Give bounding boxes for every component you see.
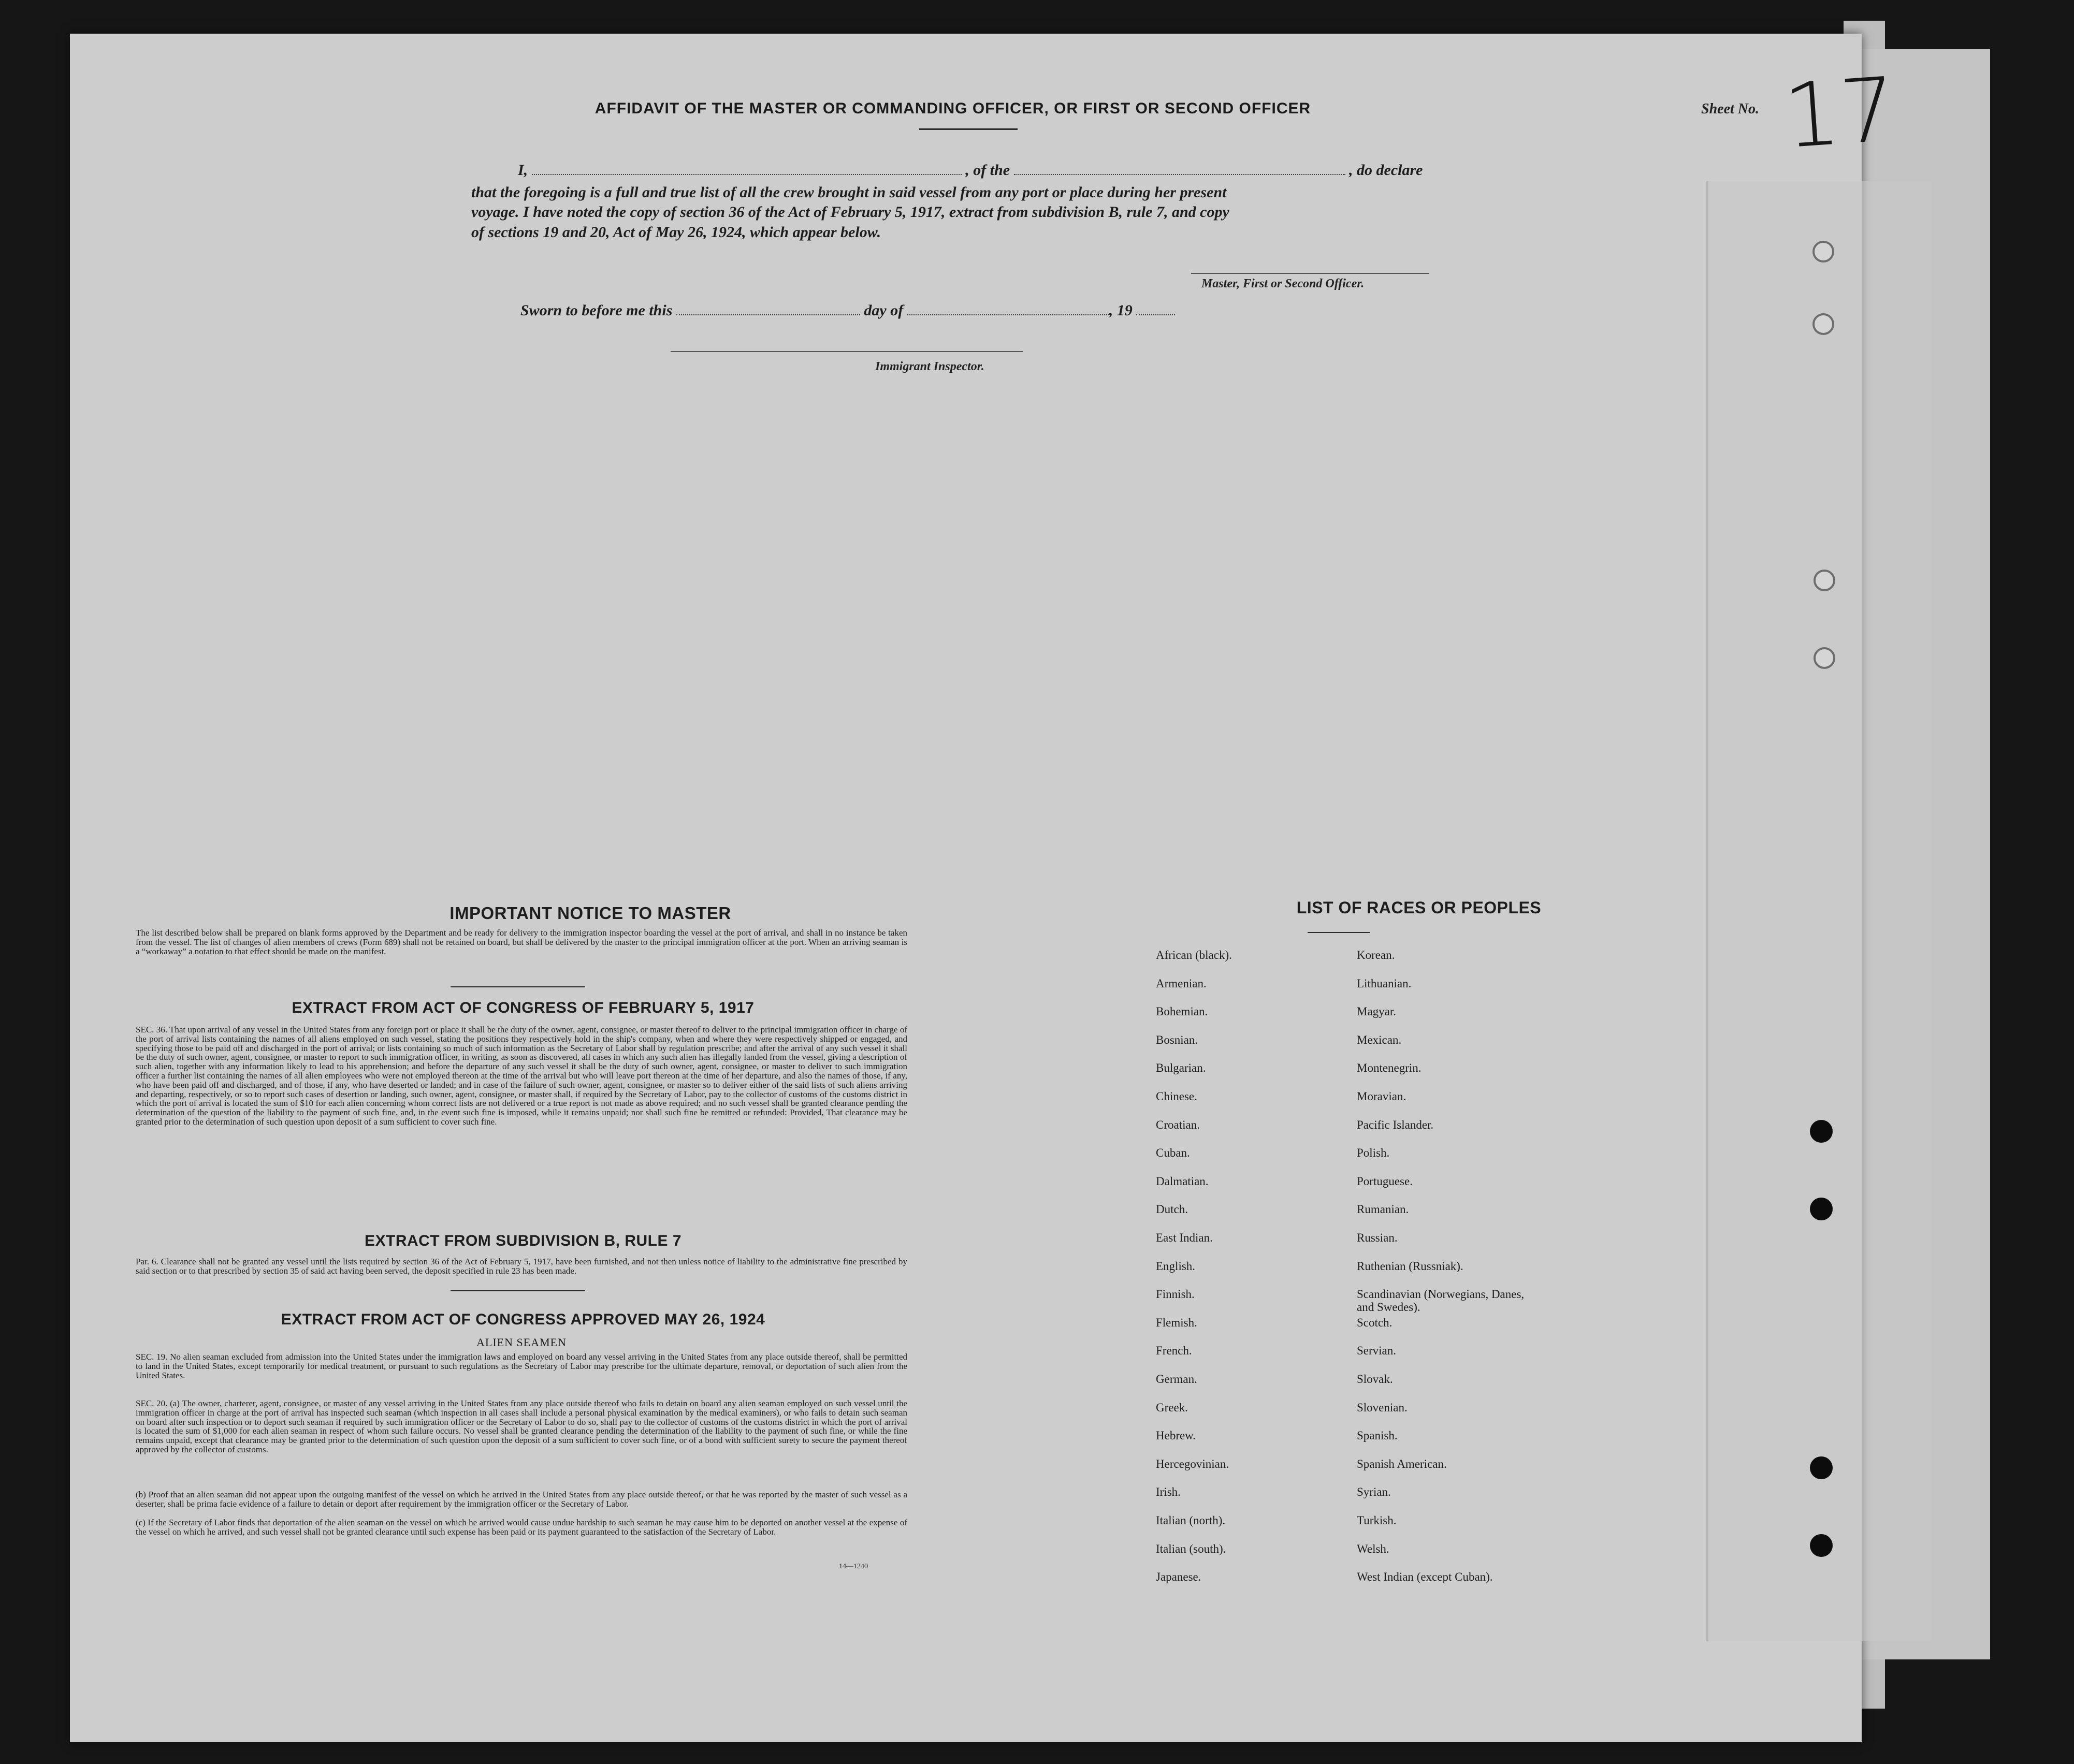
race-entry: Slovak. bbox=[1357, 1373, 1393, 1386]
race-entry: Bosnian. bbox=[1156, 1033, 1198, 1046]
extract-1924-sec20b: (b) Proof that an alien seaman did not appear upon the outgoing manifest of the vessel on which he arrived in the United States from any place outside thereof, or that he was reported by the master of such vessel as a deserter, shall be prima facie evidence of a failure to detain or deport after requirement by the immigration officer or the Secretary of Labor. bbox=[136, 1490, 907, 1509]
alien-seamen-subheading: ALIEN SEAMEN bbox=[476, 1336, 567, 1349]
declarant-name-field[interactable] bbox=[532, 163, 962, 175]
race-entry: Moravian. bbox=[1357, 1090, 1406, 1103]
race-entry: Scandinavian (Norwegians, Danes, and Swedes). bbox=[1357, 1288, 1525, 1314]
race-entry: Turkish. bbox=[1357, 1514, 1397, 1527]
race-entry: Russian. bbox=[1357, 1231, 1398, 1244]
race-entry: Spanish American. bbox=[1357, 1457, 1447, 1470]
race-entry: Croatian. bbox=[1156, 1118, 1200, 1131]
extract-rule7-title: EXTRACT FROM SUBDIVISION B, RULE 7 bbox=[364, 1232, 682, 1249]
affidavit-title: AFFIDAVIT OF THE MASTER OR COMMANDING OFFICER, OR FIRST OR SECOND OFFICER bbox=[594, 100, 1311, 117]
race-entry: Spanish. bbox=[1357, 1429, 1398, 1442]
race-entry: Portuguese. bbox=[1357, 1174, 1413, 1188]
sworn-month-field[interactable] bbox=[907, 303, 1109, 315]
race-entry: Montenegrin. bbox=[1357, 1061, 1422, 1075]
sworn-label: Sworn to before me this bbox=[520, 302, 673, 319]
extract-rule7-text: Par. 6. Clearance shall not be granted any vessel until the lists required by section 36 of the Act of February 5, 1917, have been furnished, and not then unless notice of liability to the administrative fine prescribed by said section or to that prescribed by section 35 of said act having been served, the deposit specified in rule 23 has been made. bbox=[136, 1257, 907, 1276]
inspector-signature-caption: Immigrant Inspector. bbox=[875, 360, 984, 373]
race-entry: Scotch. bbox=[1357, 1316, 1393, 1329]
race-entry: Dalmatian. bbox=[1156, 1174, 1209, 1188]
affidavit-line-1 bbox=[518, 162, 1423, 179]
extract-1917-title: EXTRACT FROM ACT OF CONGRESS OF FEBRUARY 5, 1917 bbox=[292, 999, 755, 1016]
sworn-year-field[interactable] bbox=[1136, 303, 1175, 315]
declarant-label: I, bbox=[518, 162, 528, 179]
race-entry: Slovenian. bbox=[1357, 1401, 1408, 1414]
race-entry: Servian. bbox=[1357, 1344, 1397, 1358]
extract-1924-sec20c: (c) If the Secretary of Labor finds that deportation of the alien seaman on the vessel on which he arrived would cause undue hardship to such seaman he may cause him to be deported on another vessel at the expense of the vessel on which he arrived, and such vessel shall not be granted clearance until such expense has been paid or its payment guaranteed to the satisfaction of the Secretary of Labor. bbox=[136, 1518, 907, 1537]
races-list-title: LIST OF RACES OR PEOPLES bbox=[1296, 898, 1542, 917]
declare-label: , do declare bbox=[1349, 162, 1423, 179]
race-entry: Armenian. bbox=[1156, 976, 1207, 990]
race-entry: Rumanian. bbox=[1357, 1203, 1409, 1216]
race-entry: West Indian (except Cuban). bbox=[1357, 1570, 1493, 1584]
race-entry: Korean. bbox=[1357, 949, 1395, 961]
master-signature-caption: Master, First or Second Officer. bbox=[1201, 277, 1365, 290]
race-entry: East Indian. bbox=[1156, 1231, 1213, 1244]
punched-hole-icon bbox=[1810, 1120, 1833, 1143]
affidavit-line-2: that the foregoing is a full and true list of all the crew brought in said vessel from any port or place during her present bbox=[471, 184, 1227, 201]
race-entry: African (black). bbox=[1156, 949, 1232, 961]
section-divider bbox=[451, 1290, 585, 1291]
race-entry: Hercegovinian. bbox=[1156, 1457, 1229, 1470]
year-label: , 19 bbox=[1109, 302, 1133, 319]
form-number: 14—1240 bbox=[839, 1563, 868, 1570]
sworn-line bbox=[520, 302, 1175, 319]
race-entry: Greek. bbox=[1156, 1401, 1188, 1414]
affidavit-line-4: of sections 19 and 20, Act of May 26, 1924, which appear below. bbox=[471, 224, 881, 241]
vessel-name-field[interactable] bbox=[1014, 163, 1345, 175]
binder-hole-icon bbox=[1812, 313, 1834, 335]
inspector-signature-line[interactable] bbox=[671, 351, 1023, 352]
race-entry: Chinese. bbox=[1156, 1090, 1197, 1103]
race-entry: Lithuanian. bbox=[1357, 976, 1412, 990]
extract-1924-sec19: SEC. 19. No alien seaman excluded from admission into the United States under the immigration laws and employed on board any vessel arriving in the United States from any place outside thereof, shall be permitted to land in the United States, except temporarily for medical treatment, or pursuant to such regulations as the Secretary of Labor may prescribe for the ultimate departure, removal, or deportation of such alien from the United States. bbox=[136, 1352, 907, 1380]
punched-hole-icon bbox=[1810, 1456, 1833, 1479]
race-entry: Pacific Islander. bbox=[1357, 1118, 1434, 1131]
race-entry: German. bbox=[1156, 1373, 1197, 1386]
important-notice-text: The list described below shall be prepared on blank forms approved by the Department and be ready for delivery to the immigration inspector boarding the vessel at the port of arrival, and shall in no instance be taken from the vessel. The list of changes of alien members of crews (Form 689) shall not be retained on board, but shall be delivered by the master to the principal immigration officer at the port. When an arriving seaman is a “workaway” a notation to that effect should be made on the manifest. bbox=[136, 928, 907, 956]
section-divider bbox=[451, 986, 585, 987]
binder-hole-icon bbox=[1814, 570, 1835, 591]
of-the-label: , of the bbox=[965, 162, 1010, 179]
extract-1917-text: SEC. 36. That upon arrival of any vessel in the United States from any foreign port or place it shall be the duty of the owner, agent, consignee, or master thereof to deliver to the principal immigration officer in charge of the port of arrival lists containing the names of all aliens employed on such vessel, stating the positions they respectively hold in the ship's company, when and where they were respectively shipped or engaged, and specifying those to be paid off and discharged in the port of arrival; or lists containing so much of such information as the Secretary of Labor shall by regulation prescribe; and after the arrival of any such vessel it shall be the duty of such owner, agent, consignee, or master to report to such immigration officer, in writing, as soon as discovered, all cases in which any such alien has illegally landed from the vessel, giving a description of such alien, together with any information likely to lead to his apprehension; and before the departure of any such vessel it shall be the duty of such owner, agent, consignee, or master to deliver to such immigration officer a further list containing the names of all alien employees who were not employed thereon at the time of the arrival but who will leave port thereon at the time of her departure, and also the names of those, if any, who have been paid off and discharged, and of those, if any, who have deserted or landed; and in case of the failure of such owner, agent, consignee, or master so to deliver either of the said lists of such aliens arriving and departing, respectively, or so to report such cases of desertion or landing, such owner, agent, consignee, or master shall, if required by the Secretary of Labor, pay to the collector of customs of the customs district in which the port of arrival is located the sum of $10 for each alien concerning whom correct lists are not delivered or a true report is not made as above required; and no such vessel shall be granted clearance pending the determination of the question of the liability to the payment of such fine, and, in the event such fine is imposed, while it remains unpaid; nor shall such fine be remitted or refunded: Provided, That clearance may be granted prior to the determination of such question upon deposit of a sum sufficient to cover such fine. bbox=[136, 1025, 907, 1127]
race-entry: Bohemian. bbox=[1156, 1005, 1208, 1018]
extract-1924-sec20a: SEC. 20. (a) The owner, charterer, agent, consignee, or master of any vessel arriving in the United States from any place outside thereof who fails to detain on board any alien seaman employed on such vessel until the immigration officer in charge at the port of arrival has inspected such seaman (which inspection in all cases shall include a personal physical examination by the medical examiners), or who fails to detain such seaman on board after such inspection or to deport such seaman if required by such immigration officer or the Secretary of Labor to do so, shall pay to the collector of customs of the customs district in which the port of arrival is located the sum of $1,000 for each alien seaman in respect of whom such failure occurs. No vessel shall be granted clearance pending the determination of the liability to the payment of such fine, or while the fine remains unpaid, except that clearance may be granted prior to the determination of such question upon the deposit of a sum sufficient to cover such fine, or of a bond with sufficient surety to secure the payment thereof approved by the collector of customs. bbox=[136, 1398, 907, 1454]
important-notice-title: IMPORTANT NOTICE TO MASTER bbox=[449, 903, 731, 923]
race-entry: Polish. bbox=[1357, 1146, 1390, 1160]
race-entry: Hebrew. bbox=[1156, 1429, 1196, 1442]
document-page bbox=[70, 34, 1862, 1742]
race-entry: Japanese. bbox=[1156, 1570, 1201, 1584]
race-entry: Finnish. bbox=[1156, 1288, 1195, 1301]
race-entry: Syrian. bbox=[1357, 1485, 1391, 1499]
race-entry: Irish. bbox=[1156, 1485, 1181, 1499]
day-of-label: day of bbox=[864, 302, 904, 319]
extract-1924-title: EXTRACT FROM ACT OF CONGRESS APPROVED MAY 26, 1924 bbox=[281, 1311, 765, 1328]
race-entry: Mexican. bbox=[1357, 1033, 1402, 1046]
race-entry: Flemish. bbox=[1156, 1316, 1197, 1329]
binder-hole-icon bbox=[1814, 647, 1835, 669]
binder-hole-icon bbox=[1812, 241, 1834, 263]
races-title-rule bbox=[1308, 932, 1370, 933]
race-entry: Magyar. bbox=[1357, 1005, 1397, 1018]
sworn-day-field[interactable] bbox=[676, 303, 860, 315]
race-entry: Ruthenian (Russniak). bbox=[1357, 1259, 1463, 1273]
sheet-number-handwritten: 17 bbox=[1780, 58, 1899, 169]
race-entry: Italian (north). bbox=[1156, 1514, 1226, 1527]
race-entry: Welsh. bbox=[1357, 1542, 1389, 1555]
sheet-number-label: Sheet No. bbox=[1701, 101, 1759, 117]
race-entry: Italian (south). bbox=[1156, 1542, 1226, 1555]
master-signature-line[interactable] bbox=[1191, 273, 1429, 274]
race-entry: French. bbox=[1156, 1344, 1192, 1358]
race-entry: Dutch. bbox=[1156, 1203, 1188, 1216]
overlapping-sheet bbox=[1706, 181, 1931, 1641]
race-entry: Bulgarian. bbox=[1156, 1061, 1206, 1075]
affidavit-line-3: voyage. I have noted the copy of section 36 of the Act of February 5, 1917, extract from subdivision B, rule 7, and copy bbox=[471, 203, 1229, 221]
title-rule bbox=[919, 128, 1018, 130]
race-entry: Cuban. bbox=[1156, 1146, 1190, 1160]
punched-hole-icon bbox=[1810, 1534, 1833, 1557]
race-entry: English. bbox=[1156, 1259, 1196, 1273]
punched-hole-icon bbox=[1810, 1198, 1833, 1220]
